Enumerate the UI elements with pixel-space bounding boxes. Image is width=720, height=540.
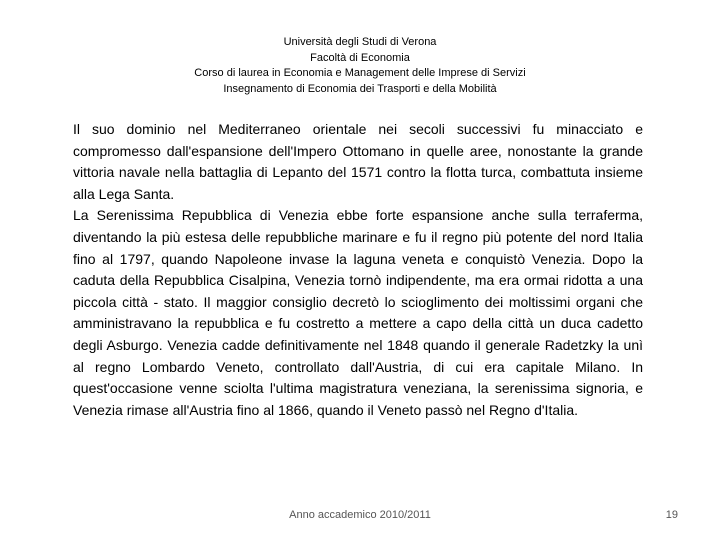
page-number: 19	[665, 509, 678, 521]
body-paragraph: La Serenissima Repubblica di Venezia ebbe forte espansione anche sulla terraferma, diventando la più estesa delle repubbliche marinare e fu il regno più potente del nord Italia fino al 1797, quando Napoleone invase la laguna veneta e conquistò Venezia. Dopo la caduta della Repubblica Cisalpina, Venezia tornò indipendente, ma era ormai ridotta a una piccola città - stato. Il maggior consiglio decretò lo scioglimento dei moltissimi organi che amministravano la repubblica e fu costretto a mettere a capo della città un duca cadetto degli Asburgo. Venezia cadde definitivamente nel 1848 quando il generale Radetzky la unì al regno Lombardo Veneto, controllato dall'Austria, di cui era capitale Milano. In quest'occasione venne sciolta l'ultima magistratura veneziana, la serenissima signoria, e Venezia rimase all'Austria fino al 1866, quando il Veneto passò nel Regno d'Italia.	[73, 207, 643, 418]
course-subject: Insegnamento di Economia dei Trasporti e della Mobilità	[223, 82, 497, 95]
body-paragraph: Il suo dominio nel Mediterraneo orientale nei secoli successivi fu minacciato e compromesso dall'espansione dell'Impero Ottomano in quelle aree, nonostante la grande vittoria navale nella battaglia di Lepanto del 1571 contro la flotta turca, combattuta insieme alla Lega Santa.	[73, 121, 643, 202]
slide-header	[0, 35, 720, 97]
academic-year: Anno accademico 2010/2011	[289, 509, 431, 521]
degree-course: Corso di laurea in Economia e Management delle Imprese di Servizi	[194, 67, 526, 79]
university-name: Università degli Studi di Verona	[283, 36, 437, 48]
faculty-name: Facoltà di Economia	[310, 51, 410, 64]
slide-body	[73, 119, 643, 421]
